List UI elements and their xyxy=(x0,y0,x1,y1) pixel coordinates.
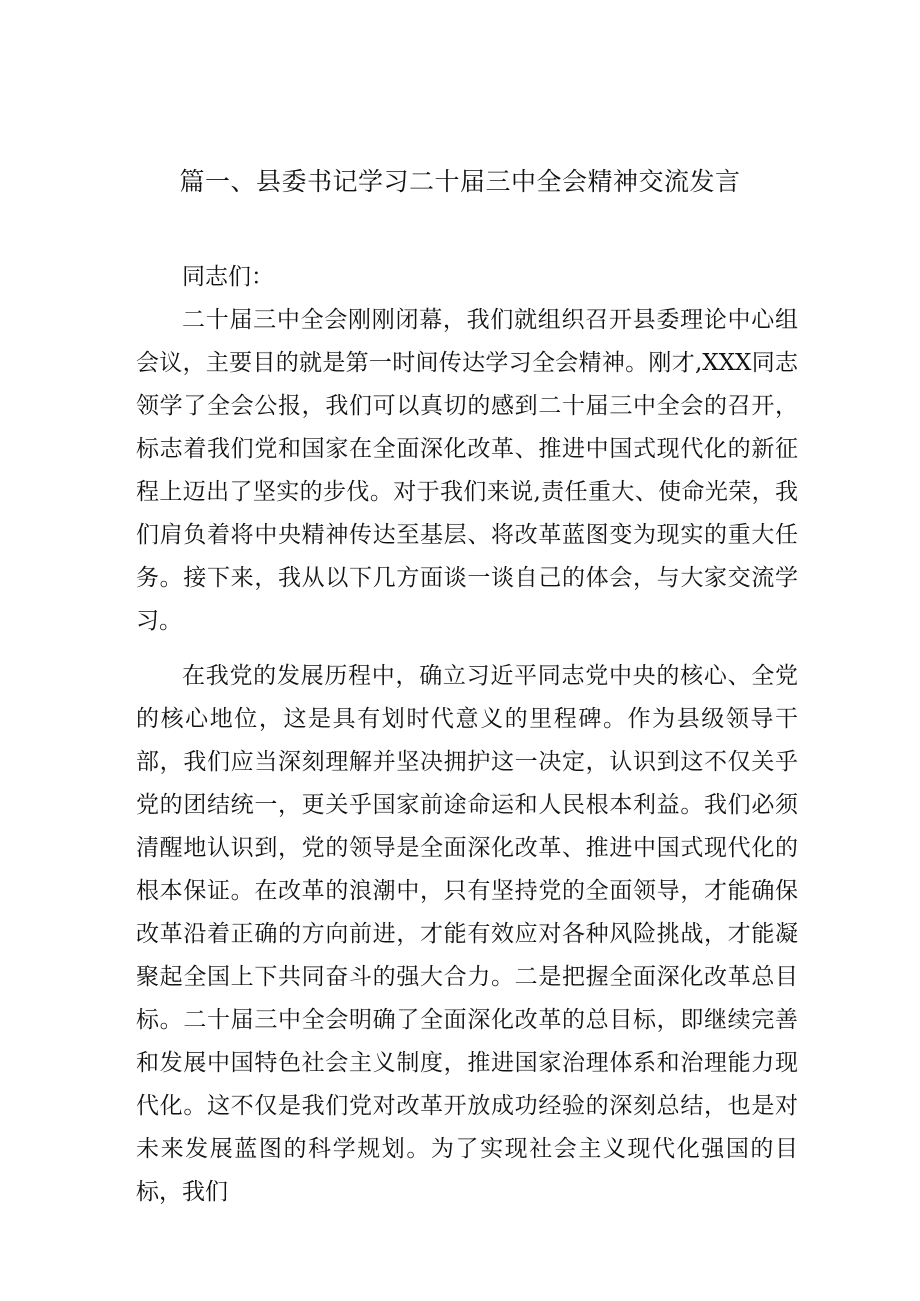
document-body xyxy=(136,256,798,1214)
body-paragraph-2: 在我党的发展历程中，确立习近平同志党中央的核心、全党的核心地位，这是具有划时代意义的里程碑。作为县级领导干部，我们应当深刻理解并坚决拥护这一决定，认识到这不仅关乎党的团结统一，更关乎国家前途命运和人民根本利益。我们必须清醒地认识到，党的领导是全面深化改革、推进中国式现代化的根本保证。在改革的浪潮中，只有坚持党的全面领导，才能确保改革沿着正确的方向前进，才能有效应对各种风险挑战，才能凝聚起全国上下共同奋斗的强大合力。二是把握全面深化改革总目标。二十届三中全会明确了全面深化改革的总目标，即继续完善和发展中国特色社会主义制度，推进国家治理体系和治理能力现代化。这不仅是我们党对改革开放成功经验的深刻总结，也是对未来发展蓝图的科学规划。为了实现社会主义现代化强国的目标，我们 xyxy=(136,663,798,1205)
document-title: 篇一、县委书记学习二十届三中全会精神交流发言 xyxy=(179,167,741,196)
salutation: 同志们： xyxy=(182,264,274,290)
body-paragraph-1: 二十届三中全会刚刚闭幕，我们就组织召开县委理论中心组会议，主要目的就是第一时间传达学习全会精神。刚才,XXX同志领学了全会公报，我们可以真切的感到二十届三中全会的召开，标志着我们党和国家在全面深化改革、推进中国式现代化的新征程上迈出了坚实的步伐。对于我们来说,责任重大、使命光荣，我们肩负着将中央精神传达至基层、将改革蓝图变为现实的重大任务。接下来，我从以下几方面谈一谈自己的体会，与大家交流学习。 xyxy=(136,307,798,634)
